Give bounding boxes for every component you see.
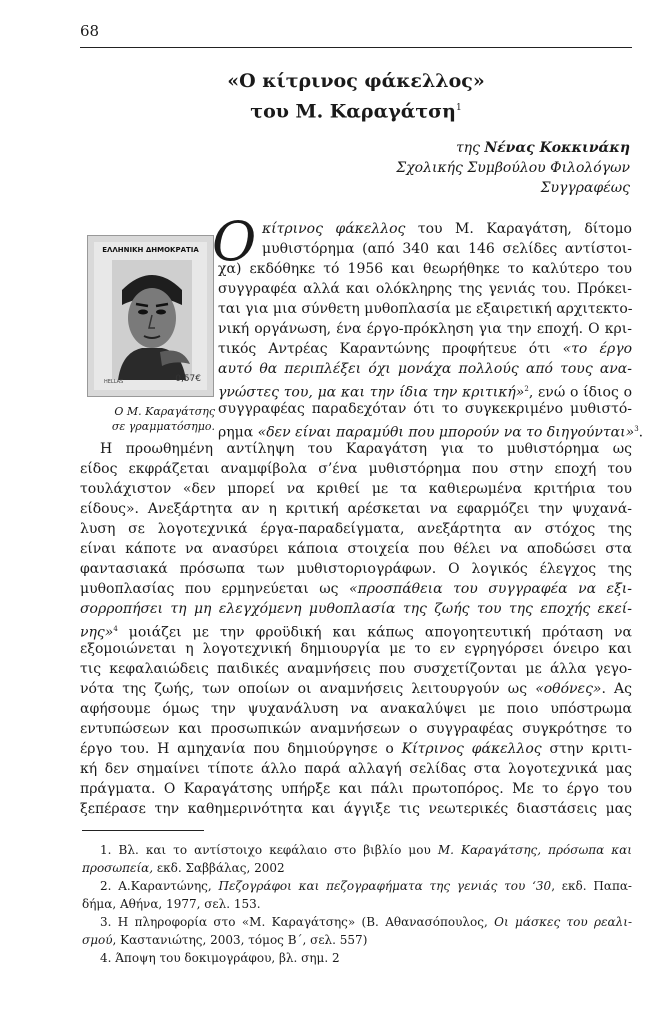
footnote-marker: 1 bbox=[455, 103, 462, 113]
portrait-illustration bbox=[112, 260, 192, 380]
footnote-marker: 4 bbox=[113, 625, 118, 633]
footnote bbox=[100, 878, 632, 894]
author-prefix: της bbox=[455, 140, 480, 156]
body-line: πράγματα. Ο Καραγάτσης υπήρξε και πάλι πρωτοπόρος. Με το έργο του bbox=[80, 781, 632, 797]
book-title: σμού bbox=[82, 933, 113, 947]
body-line bbox=[218, 340, 632, 358]
body-line: είδος εκφράζεται αναμφίβολα σ’ένα μυθιστόρημα που στην εποχή του bbox=[80, 461, 632, 477]
body-line bbox=[218, 360, 632, 378]
text-span: εκδ. Σαββάλας, 2002 bbox=[153, 861, 285, 875]
body-line bbox=[80, 620, 632, 642]
stamp-artwork bbox=[94, 242, 207, 390]
text-span: μοιάζει με την φροϋδική και κάπως απογοητευτική πρόταση να bbox=[117, 624, 632, 641]
body-line: Η προωθημένη αντίληψη του Καραγάτση για το μυθιστόρημα ως bbox=[100, 441, 632, 457]
quote-span: «δεν είναι παραμύθι που μπορούν να το διηγούνται» bbox=[257, 424, 635, 441]
quote-span: «προσπάθεια του συγγραφέα να εξι- bbox=[349, 581, 632, 597]
body-line bbox=[218, 420, 644, 442]
quote-span: «οθόνες» bbox=[535, 681, 602, 697]
quote-span: «το έργο bbox=[562, 341, 632, 357]
body-line: συγγραφέα αλλά και ολόκληρης της γενιάς του. Πρόκει- bbox=[218, 281, 632, 297]
text-span: , ενώ ο ίδιος ο bbox=[528, 384, 632, 401]
body-line: κή δεν σημαίνει τίποτε άλλο παρά αλλαγή σελίδας στα λογοτεχνικά μας bbox=[80, 761, 632, 777]
body-line bbox=[80, 680, 632, 698]
text-span: έργο του. Η αμηχανία που δημιούργησε ο bbox=[80, 741, 402, 757]
novel-title: κίτρινος φάκελλος bbox=[262, 221, 406, 237]
article-title: «Ο κίτρινος φάκελλος» bbox=[227, 70, 485, 92]
header-rule bbox=[80, 47, 632, 48]
text-span: . bbox=[638, 424, 644, 441]
text-span: 3. Η πληροφορία στο «Μ. Καραγάτσης» (Β. Αθανασόπουλος, bbox=[100, 915, 495, 929]
body-line: λυση σε λογοτεχνικά έργα-παραδείγματα, ανεξάρτητα αν στόχος της bbox=[80, 521, 632, 537]
body-line: είδους». Ανεξάρτητα αν η κριτική αρέσκεται να εφαρμόζει την ψυχανά- bbox=[80, 501, 632, 517]
body-line bbox=[80, 600, 632, 618]
page-number: 68 bbox=[80, 22, 100, 40]
quote-span: γνώστες του, μα και την ίδια την κριτική» bbox=[218, 384, 525, 401]
text-span: , εκδ. Παπα- bbox=[551, 879, 632, 893]
text-span: στην κριτι- bbox=[541, 741, 632, 757]
author-name: Νένας Κοκκινάκη bbox=[484, 140, 630, 156]
article-subtitle bbox=[80, 95, 632, 124]
postage-stamp-image bbox=[87, 235, 214, 397]
author-role-2: Συγγραφέως bbox=[540, 180, 630, 196]
footnote: δήμα, Αθήνα, 1977, σελ. 153. bbox=[82, 897, 261, 911]
text-span: 2. Α.Καραντώνης, bbox=[100, 879, 219, 893]
stamp-country-text: ΕΛΛΗΝΙΚΗ ΔΗΜΟΚΡΑΤΙΑ bbox=[102, 246, 199, 254]
text-span: μυθοπλασίας που ερμηνεύεται ως bbox=[80, 581, 350, 597]
body-line: εξομοιώνεται η λογοτεχνική δημιουργία με το εν εγρηγόρσει όνειρο και bbox=[80, 641, 632, 657]
body-line bbox=[218, 380, 632, 402]
body-line: αφήσουμε όμως την ψυχανάλυση να ανακαλύψει με ποιο υπόστρωμα bbox=[80, 701, 632, 717]
footnote: 4. Άποψη του δοκιμογράφου, βλ. σημ. 2 bbox=[100, 951, 340, 965]
footnote bbox=[100, 914, 632, 930]
book-title: Μ. Καραγάτσης, πρόσωπα και bbox=[437, 843, 632, 857]
footnote-marker: 3 bbox=[634, 425, 639, 433]
body-line bbox=[80, 580, 632, 598]
book-title: προσωπεία, bbox=[82, 861, 154, 875]
quote-span: νης» bbox=[80, 624, 114, 641]
author-line bbox=[230, 138, 630, 158]
image-caption-2: σε γραμματόσημο. bbox=[111, 420, 215, 433]
body-line: εντυπώσεων και προσωπικών αναμνήσεων ο συγγραφέας συγκρότησε το bbox=[80, 721, 632, 737]
body-line: ξεπέρασε την καθημερινότητα και άγγιξε τις νεωτερικές διαστάσεις μας bbox=[80, 801, 632, 817]
text-span: τικός Αντρέας Καραντώνης προφήτευε ότι bbox=[218, 341, 563, 357]
book-title: Πεζογράφοι και πεζογραφήματα της γενιάς του ‘30 bbox=[218, 879, 552, 893]
text-span: νότα της ζωής, των οποίων οι αναμνήσεις λειτουργούν ως bbox=[80, 681, 536, 697]
quote-span: αυτό θα περιπλέξει όχι μονάχα πολλούς από τους ανα- bbox=[218, 361, 632, 377]
footnote-marker: 2 bbox=[524, 385, 529, 393]
body-line: μυθιστόρημα (από 340 και 146 σελίδες αντίστοι- bbox=[262, 241, 632, 257]
body-line: νική οργάνωση, ένα έργο-πρόκληση για την εποχή. Ο κρι- bbox=[218, 321, 632, 337]
body-line bbox=[262, 220, 632, 238]
novel-title: Κίτρινος φάκελλος bbox=[401, 741, 542, 757]
body-line bbox=[80, 740, 632, 758]
body-line: τουλάχιστον «δεν μπορεί να κριθεί με τα καθιερωμένα κριτήρια του bbox=[80, 481, 632, 497]
body-line: χα) εκδόθηκε τό 1956 και θεωρήθηκε το καλύτερο του bbox=[218, 261, 632, 277]
stamp-value-text: 0,57€ bbox=[175, 374, 201, 384]
body-line: συγγραφέας παραδεχόταν ότι το συγκεκριμένο μυθιστό- bbox=[218, 401, 632, 417]
footnote bbox=[82, 860, 632, 876]
footnote bbox=[82, 932, 632, 948]
subtitle-text: του Μ. Καραγάτση bbox=[250, 100, 456, 123]
text-span: 1. Βλ. και το αντίστοιχο κεφάλαιο στο βιβλίο μου bbox=[100, 843, 438, 857]
body-line: ται για μια σύνθετη μυθοπλασία με εξαιρετική αρχιτεκτο- bbox=[218, 301, 633, 317]
stamp-post-text: HELLAS bbox=[104, 379, 124, 385]
body-line: τις κεφαλαιώδεις παιδικές αναμνήσεις που συσχετίζονται με άλλα γεγο- bbox=[80, 661, 632, 677]
book-title: Οι μάσκες του ρεαλι- bbox=[494, 915, 632, 929]
drop-cap: Ο bbox=[212, 210, 257, 273]
footnote-rule bbox=[82, 830, 204, 831]
footnote bbox=[100, 842, 632, 858]
text-span: . Ας bbox=[601, 681, 632, 697]
author-role: Σχολικής Συμβούλου Φιλολόγων bbox=[396, 160, 630, 176]
body-line: φαντασιακά πρόσωπα των μυθιστοριογράφων. Ο λογικός έλεγχος της bbox=[80, 561, 632, 577]
text-span: , Καστανιώτης, 2003, τόμος Β΄, σελ. 557) bbox=[112, 933, 368, 947]
quote-span: σορροπήσει τη μη ελεγχόμενη μυθοπλασία της ζωής του της εποχής εκεί- bbox=[80, 601, 632, 617]
body-line: είναι κάποτε να ανασύρει κάποια στοιχεία που θέλει να αποδώσει στα bbox=[80, 541, 632, 557]
text-span: ρημα bbox=[218, 424, 258, 441]
text-span: του Μ. Καραγάτση, δίτομο bbox=[405, 221, 632, 237]
image-caption: Ο Μ. Καραγάτσης bbox=[114, 405, 215, 418]
